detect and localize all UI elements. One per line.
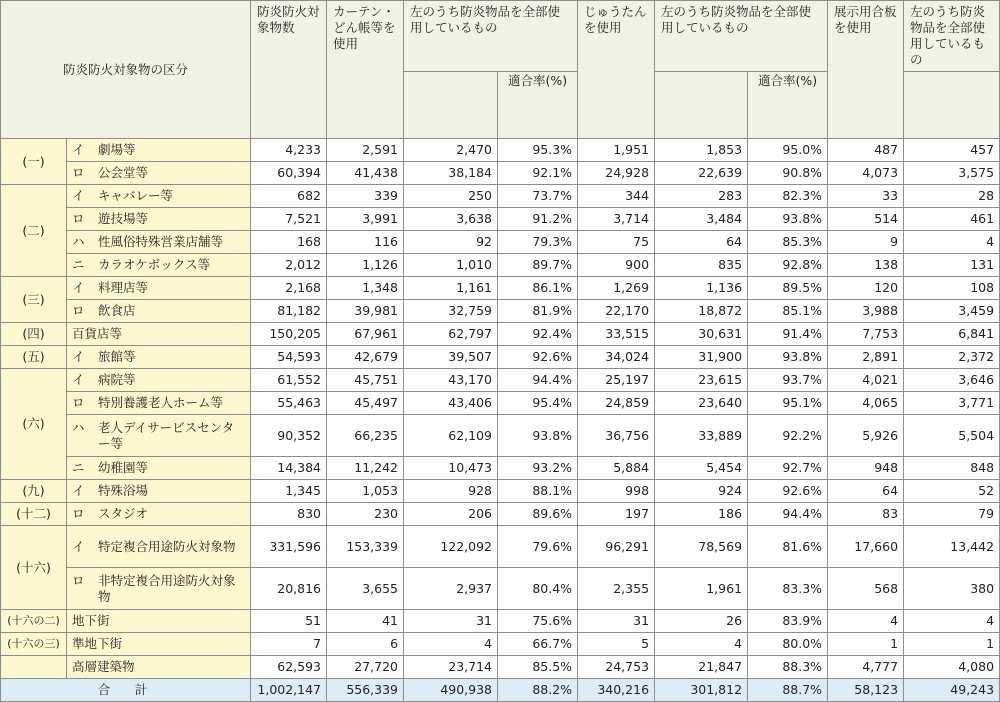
table-cell: 93.8% [748,208,828,231]
table-cell: 835 [655,254,748,277]
group-label: (十二) [1,503,67,526]
table-row [1,208,1000,231]
table-cell: 45,751 [327,369,404,392]
group-label: (六) [1,369,67,480]
table-cell: 88.3% [748,656,828,679]
table-cell: 168 [251,231,327,254]
table-cell: 92.1% [498,162,578,185]
table-cell: 22,170 [578,300,655,323]
table-cell: 30,631 [655,323,748,346]
table-cell: 3,988 [828,300,904,323]
table-cell: 487 [828,139,904,162]
table-cell: 45,497 [327,392,404,415]
table-cell: 924 [655,480,748,503]
table-cell: 7,753 [828,323,904,346]
table-cell: 31 [578,610,655,633]
table-cell: 92 [404,231,498,254]
table-cell: 339 [327,185,404,208]
table-cell: 230 [327,503,404,526]
table-row [1,231,1000,254]
table-cell: 10,473 [404,457,498,480]
table-cell: 2,937 [404,568,498,610]
table-cell: 461 [904,208,1000,231]
table-cell: 66.7% [498,633,578,656]
table-cell: 6,841 [904,323,1000,346]
table-cell: 42,679 [327,346,404,369]
table-cell: 43,406 [404,392,498,415]
table-cell: 283 [655,185,748,208]
table-cell: 4,233 [251,139,327,162]
table-cell: 26 [655,610,748,633]
table-cell: 23,615 [655,369,748,392]
row-label: ロ 特別養護老人ホーム等 [67,392,251,415]
row-label: ロ 飲食店 [67,300,251,323]
header-curtain-compliant: 左のうち防炎物品を全部使用しているもの [404,1,578,72]
table-cell: 52 [904,480,1000,503]
row-label: イ 料理店等 [67,277,251,300]
row-label: 高層建築物 [67,656,251,679]
table-cell: 1 [904,633,1000,656]
table-cell: 4 [404,633,498,656]
table-cell: 1,136 [655,277,748,300]
header-carpet-compliant: 左のうち防炎物品を全部使用しているもの [655,1,828,72]
header-category: 防炎防火対象物の区分 [1,1,251,139]
header-rate: 適合率(%) [498,72,578,139]
table-cell: 81.9% [498,300,578,323]
table-cell: 28 [904,185,1000,208]
table-cell: 66,235 [327,415,404,457]
row-label: イ 特定複合用途防火対象物 [67,526,251,568]
table-cell: 3,646 [904,369,1000,392]
table-row [1,457,1000,480]
row-label: 準地下街 [67,633,251,656]
table-cell: 14,384 [251,457,327,480]
table-cell: 92.2% [748,415,828,457]
table-cell: 457 [904,139,1000,162]
group-label [1,656,67,679]
table-cell: 568 [828,568,904,610]
table-row [1,526,1000,568]
table-cell: 2,355 [578,568,655,610]
header-curtain-use: カーテン・どん帳等を使用 [327,1,404,139]
table-cell: 95.0% [748,139,828,162]
table-cell: 380 [904,568,1000,610]
table-cell: 91.2% [498,208,578,231]
row-label: ロ 非特定複合用途防火対象物 [67,568,251,610]
table-cell: 848 [904,457,1000,480]
table-cell: 67,961 [327,323,404,346]
table-cell: 1,853 [655,139,748,162]
table-cell: 82.3% [748,185,828,208]
table-cell: 85.1% [748,300,828,323]
table-cell: 49,243 [904,679,1000,702]
table-cell: 39,507 [404,346,498,369]
table-cell: 43,170 [404,369,498,392]
table-cell: 3,714 [578,208,655,231]
table-cell: 3,655 [327,568,404,610]
table-cell: 62,593 [251,656,327,679]
table-cell: 1,269 [578,277,655,300]
table-cell: 2,168 [251,277,327,300]
table-cell: 3,459 [904,300,1000,323]
table-cell: 3,991 [327,208,404,231]
table-cell: 89.5% [748,277,828,300]
table-cell: 5,884 [578,457,655,480]
table-cell: 79 [904,503,1000,526]
table-row [1,392,1000,415]
table-cell: 96,291 [578,526,655,568]
table-cell: 2,470 [404,139,498,162]
table-cell: 682 [251,185,327,208]
table-cell: 5,454 [655,457,748,480]
table-row [1,610,1000,633]
table-cell: 1,161 [404,277,498,300]
table-cell: 83 [828,503,904,526]
table-cell: 2,591 [327,139,404,162]
table-cell: 3,638 [404,208,498,231]
total-label: 合 計 [1,679,251,702]
table-cell: 94.4% [498,369,578,392]
table-cell: 79.3% [498,231,578,254]
table-cell: 4 [828,610,904,633]
table-cell: 73.7% [498,185,578,208]
table-row [1,568,1000,610]
table-cell: 39,981 [327,300,404,323]
table-row [1,369,1000,392]
table-cell: 58,123 [828,679,904,702]
table-cell: 108 [904,277,1000,300]
table-cell: 24,928 [578,162,655,185]
table-cell: 4,080 [904,656,1000,679]
group-label: (十六の二) [1,610,67,633]
table-cell: 31 [404,610,498,633]
row-label: イ 旅館等 [67,346,251,369]
table-cell: 54,593 [251,346,327,369]
table-cell: 81.6% [748,526,828,568]
table-cell: 948 [828,457,904,480]
table-row [1,346,1000,369]
table-cell: 2,891 [828,346,904,369]
table-cell: 92.4% [498,323,578,346]
table-cell: 1,961 [655,568,748,610]
table-cell: 206 [404,503,498,526]
table-cell: 5,504 [904,415,1000,457]
table-cell: 24,859 [578,392,655,415]
table-cell: 138 [828,254,904,277]
table-cell: 61,552 [251,369,327,392]
table-cell: 116 [327,231,404,254]
table-cell: 1,951 [578,139,655,162]
table-cell: 92.8% [748,254,828,277]
header-total-objects: 防炎防火対象物数 [251,1,327,139]
group-label: (二) [1,185,67,277]
row-label: 百貨店等 [67,323,251,346]
group-label: (十六の三) [1,633,67,656]
table-row [1,633,1000,656]
header-carpet-use: じゅうたんを使用 [578,1,655,139]
table-cell: 81,182 [251,300,327,323]
table-cell: 1,126 [327,254,404,277]
table-cell: 62,109 [404,415,498,457]
table-cell: 75 [578,231,655,254]
row-label: ハ 性風俗特殊営業店舗等 [67,231,251,254]
row-label: ロ スタジオ [67,503,251,526]
row-label: ロ 公会堂等 [67,162,251,185]
table-cell: 3,484 [655,208,748,231]
table-cell: 21,847 [655,656,748,679]
row-label: ニ 幼稚園等 [67,457,251,480]
table-cell: 186 [655,503,748,526]
table-cell: 7 [251,633,327,656]
row-label: ロ 遊技場等 [67,208,251,231]
table-cell: 91.4% [748,323,828,346]
table-cell: 1,010 [404,254,498,277]
table-cell: 1,002,147 [251,679,327,702]
table-cell: 93.7% [748,369,828,392]
table-cell: 4,065 [828,392,904,415]
table-cell: 13,442 [904,526,1000,568]
table-cell: 64 [828,480,904,503]
table-cell: 25,197 [578,369,655,392]
table-cell: 95.1% [748,392,828,415]
table-cell: 2,372 [904,346,1000,369]
table-cell: 93.8% [748,346,828,369]
table-cell: 24,753 [578,656,655,679]
table-cell: 51 [251,610,327,633]
table-cell: 78,569 [655,526,748,568]
table-cell: 150,205 [251,323,327,346]
table-cell: 20,816 [251,568,327,610]
table-row [1,300,1000,323]
header-plywood-use: 展示用合板を使用 [828,1,904,139]
table-cell: 27,720 [327,656,404,679]
table-cell: 344 [578,185,655,208]
table-cell: 90,352 [251,415,327,457]
header-rate: 適合率(%) [748,72,828,139]
table-row [1,415,1000,457]
table-cell: 1,345 [251,480,327,503]
table-cell: 5 [578,633,655,656]
table-cell: 86.1% [498,277,578,300]
table-cell: 92.7% [748,457,828,480]
table-cell: 55,463 [251,392,327,415]
table-cell: 31,900 [655,346,748,369]
table-cell: 18,872 [655,300,748,323]
table-cell: 3,771 [904,392,1000,415]
table-cell: 36,756 [578,415,655,457]
table-row [1,503,1000,526]
table-cell: 88.2% [498,679,578,702]
group-label: (十六) [1,526,67,610]
table-cell: 33,889 [655,415,748,457]
table-row [1,480,1000,503]
table-cell: 928 [404,480,498,503]
table-cell: 89.6% [498,503,578,526]
row-label: ハ 老人デイサービスセンター等 [67,415,251,457]
table-cell: 6 [327,633,404,656]
table-cell: 94.4% [748,503,828,526]
table-cell: 122,092 [404,526,498,568]
table-cell: 340,216 [578,679,655,702]
row-label: イ 劇場等 [67,139,251,162]
group-label: (九) [1,480,67,503]
total-row [1,679,1000,702]
table-row [1,656,1000,679]
table-cell: 250 [404,185,498,208]
table-cell: 64 [655,231,748,254]
table-cell: 4,021 [828,369,904,392]
table-cell: 5,926 [828,415,904,457]
table-cell: 4,777 [828,656,904,679]
table-cell: 998 [578,480,655,503]
table-cell: 88.1% [498,480,578,503]
table-row [1,254,1000,277]
table-cell: 62,797 [404,323,498,346]
table-cell: 32,759 [404,300,498,323]
header-plywood-compliant: 左のうち防炎物品を全部使用しているもの [904,1,1000,72]
group-label: (四) [1,323,67,346]
table-cell: 95.4% [498,392,578,415]
table-cell: 1,348 [327,277,404,300]
table-cell: 33,515 [578,323,655,346]
group-label: (一) [1,139,67,185]
table-cell: 93.8% [498,415,578,457]
table-cell: 85.3% [748,231,828,254]
table-cell: 89.7% [498,254,578,277]
table-cell: 2,012 [251,254,327,277]
row-label: 地下街 [67,610,251,633]
table-cell: 4 [904,231,1000,254]
table-cell: 79.6% [498,526,578,568]
table-row [1,323,1000,346]
row-label: イ 病院等 [67,369,251,392]
table-cell: 1 [828,633,904,656]
table-cell: 4,073 [828,162,904,185]
row-label: イ キャバレー等 [67,185,251,208]
table-cell: 131 [904,254,1000,277]
table-row [1,277,1000,300]
table-cell: 80.0% [748,633,828,656]
table-cell: 92.6% [748,480,828,503]
table-cell: 11,242 [327,457,404,480]
table-cell: 22,639 [655,162,748,185]
table-cell: 83.3% [748,568,828,610]
table-cell: 41,438 [327,162,404,185]
table-cell: 88.7% [748,679,828,702]
table-cell: 90.8% [748,162,828,185]
table-cell: 301,812 [655,679,748,702]
table-cell: 75.6% [498,610,578,633]
table-cell: 514 [828,208,904,231]
table-cell: 1,053 [327,480,404,503]
table-cell: 7,521 [251,208,327,231]
group-label: (五) [1,346,67,369]
table-cell: 120 [828,277,904,300]
table-cell: 93.2% [498,457,578,480]
table-row [1,185,1000,208]
table-cell: 85.5% [498,656,578,679]
table-cell: 900 [578,254,655,277]
table-cell: 830 [251,503,327,526]
table-cell: 331,596 [251,526,327,568]
table-cell: 4 [904,610,1000,633]
table-cell: 3,575 [904,162,1000,185]
table-cell: 9 [828,231,904,254]
table-cell: 41 [327,610,404,633]
group-label: (三) [1,277,67,323]
table-cell: 83.9% [748,610,828,633]
row-label: ニ カラオケボックス等 [67,254,251,277]
table-cell: 490,938 [404,679,498,702]
table-cell: 33 [828,185,904,208]
table-cell: 17,660 [828,526,904,568]
table-cell: 23,714 [404,656,498,679]
table-cell: 197 [578,503,655,526]
table-cell: 556,339 [327,679,404,702]
table-cell: 153,339 [327,526,404,568]
table-cell: 80.4% [498,568,578,610]
table-cell: 4 [655,633,748,656]
table-cell: 95.3% [498,139,578,162]
table-cell: 34,024 [578,346,655,369]
table-row [1,162,1000,185]
table-cell: 38,184 [404,162,498,185]
table-cell: 60,394 [251,162,327,185]
table-cell: 23,640 [655,392,748,415]
row-label: イ 特殊浴場 [67,480,251,503]
table-cell: 92.6% [498,346,578,369]
table-row [1,139,1000,162]
